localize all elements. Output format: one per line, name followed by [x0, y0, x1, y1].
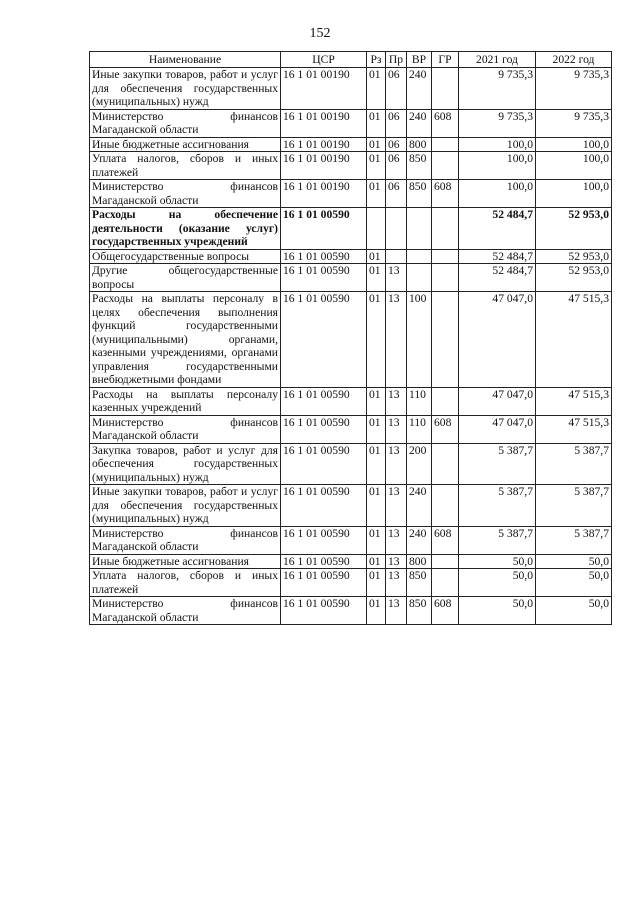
header-vr: ВР — [407, 52, 432, 68]
table-row — [90, 208, 612, 250]
table-row — [90, 443, 612, 485]
cell-2022: 50,0 — [536, 569, 612, 597]
cell-rz: 01 — [367, 569, 386, 597]
table-row — [90, 485, 612, 527]
header-2022: 2022 год — [536, 52, 612, 68]
cell-csr: 16 1 01 00590 — [281, 415, 367, 443]
cell-csr: 16 1 01 00590 — [281, 485, 367, 527]
cell-csr: 16 1 01 00590 — [281, 208, 367, 250]
cell-vr: 240 — [407, 526, 432, 554]
cell-gr: 608 — [432, 415, 459, 443]
page-number: 152 — [309, 26, 331, 41]
cell-gr — [432, 554, 459, 569]
header-2021: 2021 год — [459, 52, 536, 68]
cell-2022: 5 387,7 — [536, 526, 612, 554]
cell-gr: 608 — [432, 526, 459, 554]
cell-gr: 608 — [432, 180, 459, 208]
cell-vr — [407, 264, 432, 292]
cell-2021: 47 047,0 — [459, 415, 536, 443]
cell-name: Министерство финансов Магаданской области — [90, 415, 281, 443]
table-row — [90, 597, 612, 625]
cell-gr — [432, 208, 459, 250]
table-row — [90, 180, 612, 208]
cell-rz: 01 — [367, 264, 386, 292]
cell-rz: 01 — [367, 554, 386, 569]
cell-vr: 200 — [407, 443, 432, 485]
header-csr: ЦСР — [281, 52, 367, 68]
cell-gr — [432, 152, 459, 180]
cell-2022: 47 515,3 — [536, 415, 612, 443]
table-row — [90, 249, 612, 264]
cell-2021: 47 047,0 — [459, 292, 536, 388]
cell-2022: 50,0 — [536, 554, 612, 569]
cell-vr: 240 — [407, 68, 432, 110]
cell-pr: 13 — [386, 292, 407, 388]
cell-2022: 9 735,3 — [536, 109, 612, 137]
cell-vr: 850 — [407, 152, 432, 180]
cell-gr — [432, 443, 459, 485]
cell-vr: 110 — [407, 387, 432, 415]
cell-csr: 16 1 01 00590 — [281, 387, 367, 415]
cell-2021: 100,0 — [459, 137, 536, 152]
cell-rz: 01 — [367, 387, 386, 415]
cell-2022: 100,0 — [536, 152, 612, 180]
cell-2022: 5 387,7 — [536, 485, 612, 527]
cell-csr: 16 1 01 00590 — [281, 526, 367, 554]
cell-pr: 06 — [386, 180, 407, 208]
cell-name: Иные закупки товаров, работ и услуг для обеспечения государственных (муниципальных) нужд — [90, 68, 281, 110]
table-row — [90, 292, 612, 388]
cell-name: Расходы на выплаты персоналу в целях обеспечения выполнения функций государственными (муниципальными) органами, казенными учреждениями, органами управления государственными внебюджетными фондами — [90, 292, 281, 388]
header-row — [90, 52, 612, 68]
cell-gr — [432, 387, 459, 415]
cell-vr: 800 — [407, 137, 432, 152]
table-body — [90, 68, 612, 625]
cell-name: Уплата налогов, сборов и иных платежей — [90, 152, 281, 180]
cell-csr: 16 1 01 00590 — [281, 443, 367, 485]
cell-pr: 13 — [386, 569, 407, 597]
cell-2021: 50,0 — [459, 554, 536, 569]
cell-2022: 52 953,0 — [536, 249, 612, 264]
cell-2022: 5 387,7 — [536, 443, 612, 485]
cell-rz: 01 — [367, 152, 386, 180]
cell-vr: 110 — [407, 415, 432, 443]
table-row — [90, 415, 612, 443]
table-row — [90, 137, 612, 152]
cell-name: Министерство финансов Магаданской области — [90, 526, 281, 554]
cell-pr: 13 — [386, 264, 407, 292]
cell-pr: 13 — [386, 597, 407, 625]
cell-pr: 13 — [386, 485, 407, 527]
cell-gr — [432, 249, 459, 264]
cell-rz: 01 — [367, 292, 386, 388]
header-gr: ГР — [432, 52, 459, 68]
cell-rz — [367, 208, 386, 250]
cell-2021: 5 387,7 — [459, 526, 536, 554]
cell-pr: 06 — [386, 109, 407, 137]
cell-2021: 100,0 — [459, 152, 536, 180]
header-rz: Рз — [367, 52, 386, 68]
cell-rz: 01 — [367, 68, 386, 110]
cell-2022: 52 953,0 — [536, 264, 612, 292]
cell-2021: 50,0 — [459, 597, 536, 625]
cell-vr: 850 — [407, 569, 432, 597]
cell-2021: 50,0 — [459, 569, 536, 597]
cell-name: Общегосударственные вопросы — [90, 249, 281, 264]
cell-csr: 16 1 01 00590 — [281, 569, 367, 597]
cell-rz: 01 — [367, 485, 386, 527]
cell-name: Министерство финансов Магаданской области — [90, 109, 281, 137]
cell-pr: 13 — [386, 554, 407, 569]
cell-csr: 16 1 01 00190 — [281, 137, 367, 152]
cell-pr — [386, 249, 407, 264]
cell-csr: 16 1 01 00590 — [281, 249, 367, 264]
cell-vr: 850 — [407, 180, 432, 208]
cell-2022: 47 515,3 — [536, 387, 612, 415]
cell-2022: 50,0 — [536, 597, 612, 625]
header-pr: Пр — [386, 52, 407, 68]
table-row — [90, 264, 612, 292]
cell-rz: 01 — [367, 137, 386, 152]
cell-2021: 5 387,7 — [459, 443, 536, 485]
cell-pr: 13 — [386, 387, 407, 415]
header-name: Наименование — [90, 52, 281, 68]
cell-name: Иные бюджетные ассигнования — [90, 137, 281, 152]
cell-vr: 800 — [407, 554, 432, 569]
table-row — [90, 569, 612, 597]
cell-2022: 52 953,0 — [536, 208, 612, 250]
cell-2022: 47 515,3 — [536, 292, 612, 388]
budget-table — [89, 51, 612, 625]
cell-gr — [432, 68, 459, 110]
cell-vr: 850 — [407, 597, 432, 625]
cell-pr: 06 — [386, 137, 407, 152]
cell-name: Закупка товаров, работ и услуг для обеспечения государственных (муниципальных) нужд — [90, 443, 281, 485]
cell-2021: 9 735,3 — [459, 109, 536, 137]
table-row — [90, 109, 612, 137]
cell-gr: 608 — [432, 109, 459, 137]
cell-name: Министерство финансов Магаданской области — [90, 180, 281, 208]
cell-name: Министерство финансов Магаданской области — [90, 597, 281, 625]
cell-2022: 9 735,3 — [536, 68, 612, 110]
cell-name: Расходы на обеспечение деятельности (оказание услуг) государственных учреждений — [90, 208, 281, 250]
cell-csr: 16 1 01 00590 — [281, 554, 367, 569]
cell-pr: 06 — [386, 152, 407, 180]
cell-gr — [432, 292, 459, 388]
cell-pr — [386, 208, 407, 250]
cell-rz: 01 — [367, 180, 386, 208]
cell-rz: 01 — [367, 249, 386, 264]
cell-gr — [432, 264, 459, 292]
table-header — [90, 52, 612, 68]
table-row — [90, 68, 612, 110]
table-row — [90, 526, 612, 554]
cell-name: Расходы на выплаты персоналу казенных учреждений — [90, 387, 281, 415]
cell-rz: 01 — [367, 415, 386, 443]
cell-pr: 13 — [386, 415, 407, 443]
cell-2021: 5 387,7 — [459, 485, 536, 527]
cell-rz: 01 — [367, 109, 386, 137]
cell-gr: 608 — [432, 597, 459, 625]
cell-rz: 01 — [367, 526, 386, 554]
cell-2021: 100,0 — [459, 180, 536, 208]
cell-gr — [432, 569, 459, 597]
cell-csr: 16 1 01 00190 — [281, 152, 367, 180]
cell-rz: 01 — [367, 443, 386, 485]
cell-name: Другие общегосударственные вопросы — [90, 264, 281, 292]
cell-vr: 240 — [407, 109, 432, 137]
cell-vr — [407, 249, 432, 264]
cell-vr — [407, 208, 432, 250]
table-row — [90, 387, 612, 415]
cell-csr: 16 1 01 00190 — [281, 109, 367, 137]
cell-2021: 47 047,0 — [459, 387, 536, 415]
cell-vr: 240 — [407, 485, 432, 527]
cell-2021: 52 484,7 — [459, 264, 536, 292]
cell-gr — [432, 137, 459, 152]
cell-name: Иные бюджетные ассигнования — [90, 554, 281, 569]
cell-csr: 16 1 01 00190 — [281, 180, 367, 208]
cell-csr: 16 1 01 00590 — [281, 264, 367, 292]
cell-name: Уплата налогов, сборов и иных платежей — [90, 569, 281, 597]
table-row — [90, 152, 612, 180]
cell-gr — [432, 485, 459, 527]
cell-2022: 100,0 — [536, 137, 612, 152]
cell-pr: 06 — [386, 68, 407, 110]
cell-2022: 100,0 — [536, 180, 612, 208]
cell-2021: 52 484,7 — [459, 208, 536, 250]
cell-rz: 01 — [367, 597, 386, 625]
cell-csr: 16 1 01 00590 — [281, 597, 367, 625]
cell-pr: 13 — [386, 526, 407, 554]
cell-name: Иные закупки товаров, работ и услуг для обеспечения государственных (муниципальных) нужд — [90, 485, 281, 527]
cell-csr: 16 1 01 00590 — [281, 292, 367, 388]
cell-csr: 16 1 01 00190 — [281, 68, 367, 110]
cell-2021: 52 484,7 — [459, 249, 536, 264]
cell-2021: 9 735,3 — [459, 68, 536, 110]
cell-pr: 13 — [386, 443, 407, 485]
table-row — [90, 554, 612, 569]
cell-vr: 100 — [407, 292, 432, 388]
